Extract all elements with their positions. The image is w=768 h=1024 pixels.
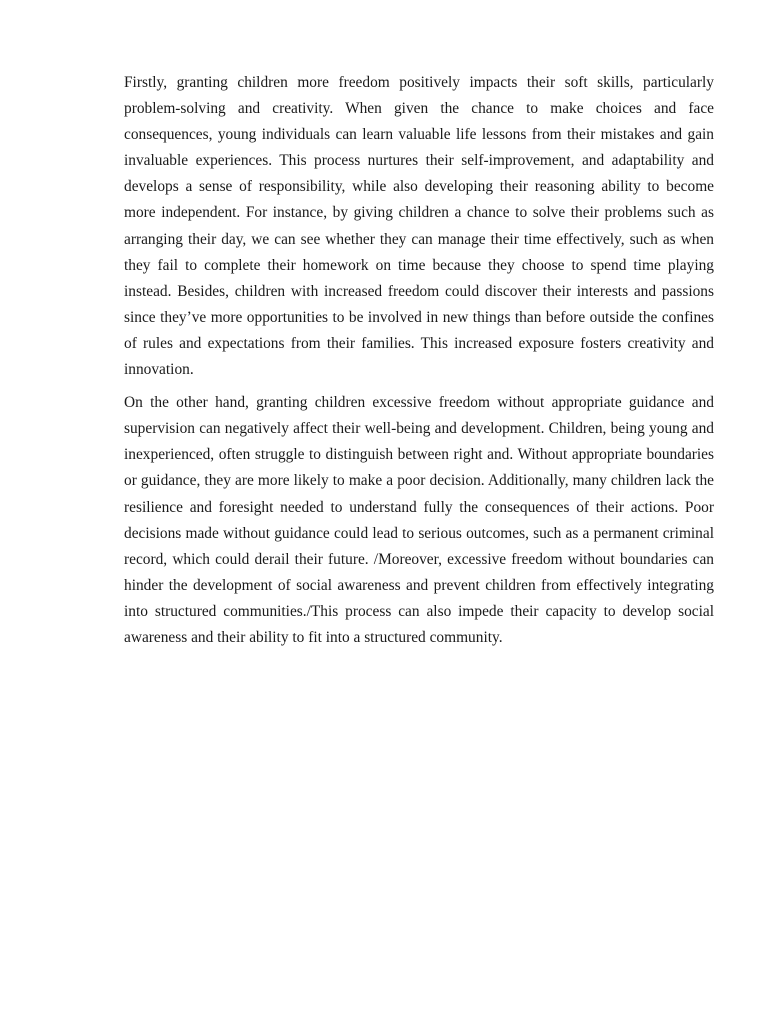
paragraph-freedom-benefits: Firstly, granting children more freedom positively impacts their soft skills, particularly problem-solving and creativity. When given the chance to make choices and face consequences, young individuals can learn valuable life lessons from their mistakes and gain invaluable experiences. This process nurtures their self-improvement, and adaptability and develops a sense of responsibility, while also developing their reasoning ability to become more independent. For instance, by giving children a chance to solve their problems such as arranging their day, we can see whether they can manage their time effectively, such as when they fail to complete their homework on time because they choose to spend time playing instead. Besides, children with increased freedom could discover their interests and passions since they’ve more opportunities to be involved in new things than before outside the confines of rules and expectations from their families. This increased exposure fosters creativity and innovation.: [124, 74, 714, 379]
paragraph-freedom-risks: On the other hand, granting children excessive freedom without appropriate guidance and supervision can negatively affect their well-being and development. Children, being young and inexperienced, often struggle to distinguish between right and. Without appropriate boundaries or guidance, they are more likely to make a poor decision. Additionally, many children lack the resilience and foresight needed to understand fully the consequences of their actions. Poor decisions made without guidance could lead to serious outcomes, such as a permanent criminal record, which could derail their future. /Moreover, excessive freedom without boundaries can hinder the development of social awareness and prevent children from effectively integrating into structured communities./This process can also impede their capacity to develop social awareness and their ability to fit into a structured community.: [124, 394, 714, 646]
document-body: [124, 70, 714, 658]
